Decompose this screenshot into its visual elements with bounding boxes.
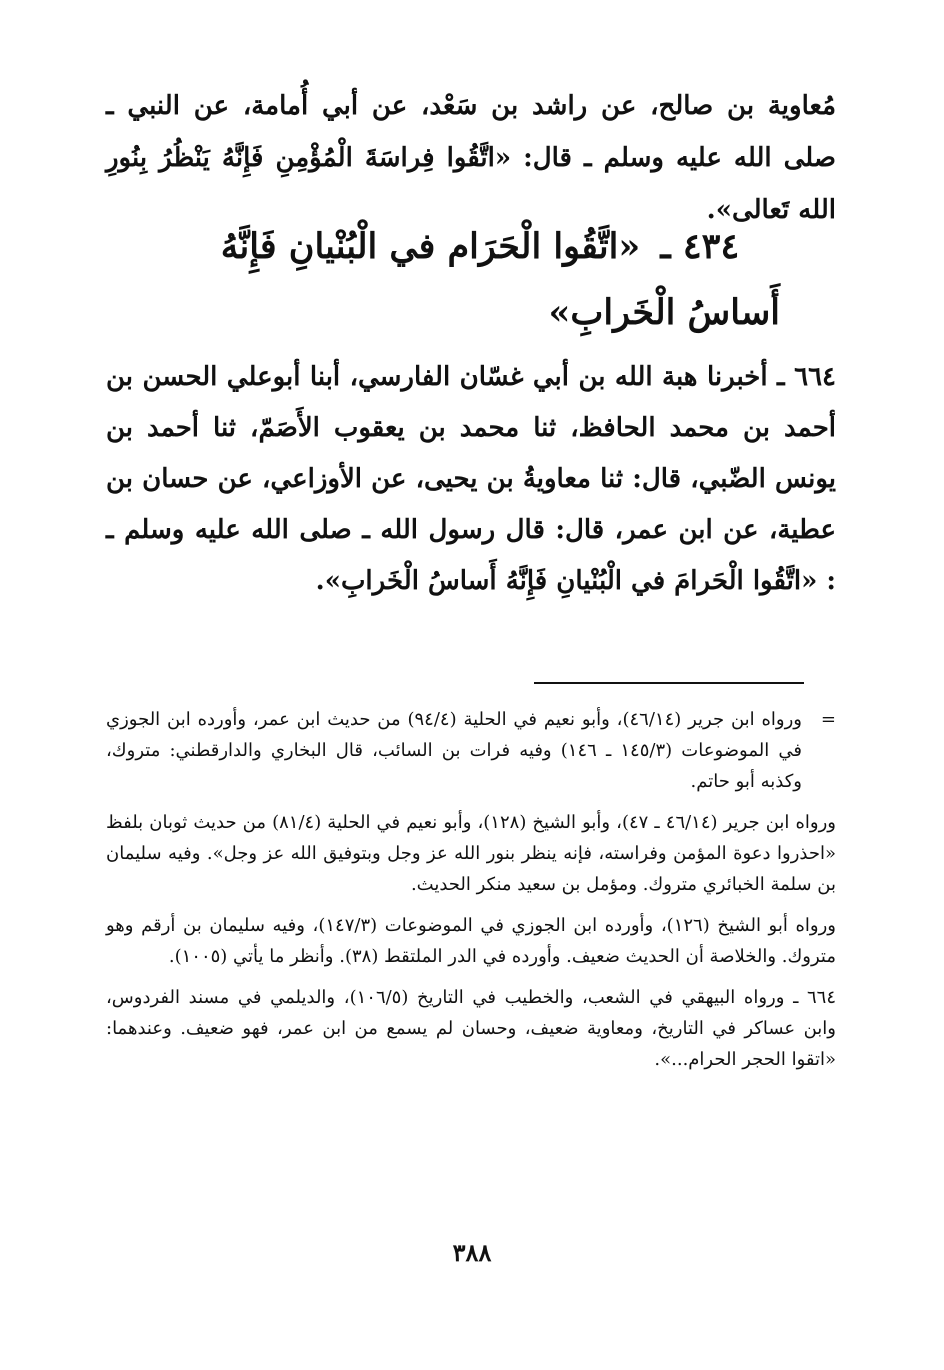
footnote-separator: [534, 682, 804, 684]
narration-text: أخبرنا هبة الله بن أبي غسّان الفارسي، أبنا أبوعلي الحسن بن أحمد بن محمد الحافظ، ثنا محمد بن يعقوب الأَصَمّ، ثنا أحمد بن يونس الضّبي، قال: ثنا معاويةُ بن يحيى، عن الأوزاعي، عن حسان بن عطية، عن ابن عمر، قال: قال رسول الله ـ صلى الله عليه وسلم ـ : «اتَّقُوا الْحَرامَ في الْبُنْيانِ فَإِنَّهُ أَساسُ الْخَرابِ».: [106, 362, 836, 596]
page-number: ٣٨٨: [452, 1238, 492, 1267]
footnote-3: ورواه أبو الشيخ (١٢٦)، وأورده ابن الجوزي في الموضوعات (١٤٧/٣)، وفيه سليمان بن أرقم وهو متروك. والخلاصة أن الحديث ضعيف. وأورده في الدر الملتقط (٣٨). وأنظر ما يأتي (١٠٠٥).: [106, 915, 836, 967]
hadith-heading-text: «اتَّقُوا الْحَرَام في الْبُنْيانِ فَإِنَّهُ أَساسُ الْخَرابِ»: [220, 226, 780, 333]
intro-paragraph: مُعاوية بن صالح، عن راشد بن سَعْد، عن أبي أُمامة، عن النبي ـ صلى الله عليه وسلم ـ قال: «اتَّقُوا فِراسَةَ الْمُؤْمِنِ فَإِنَّهُ يَنْظُرُ بِنُورِ الله تَعالى».: [106, 91, 836, 225]
narration-paragraph: [106, 352, 836, 607]
hadith-heading: [180, 214, 780, 346]
footnote-4: ٦٦٤ ـ ورواه البيهقي في الشعب، والخطيب في التاريخ (١٠٦/٥)، والديلمي في مسند الفردوس، وابن عساكر في التاريخ، ومعاوية ضعيف، وحسان لم يسمع من ابن عمر، فهو ضعيف. وعندهما: «اتقوا الحجر الحرام...».: [106, 987, 837, 1070]
footnote-1: [106, 704, 836, 797]
hadith-heading-number: ٤٣٤ ـ: [660, 226, 740, 267]
narration-number: ٦٦٤ ـ: [777, 362, 837, 392]
footnote-1-text: ورواه ابن جرير (٤٦/١٤)، وأبو نعيم في الحلية (٩٤/٤) من حديث ابن عمر، وأورده ابن الجوزي في الموضوعات (١٤٥/٣ ـ ١٤٦) وفيه فرات بن السائب، قال البخاري والدارقطني: متروك، وكذبه أبو حاتم.: [106, 709, 803, 792]
footnote-2: ورواه ابن جرير (٤٦/١٤ ـ ٤٧)، وأبو الشيخ (١٢٨)، وأبو نعيم في الحلية (٨١/٤) من حديث ثوبان بلفظ «احذروا دعوة المؤمن وفراسته، فإنه ينظر بنور الله عز وجل وبتوفيق الله عز وجل». وفيه سليمان بن سلمة الخبائري متروك. ومؤمل بن سعيد منكر الحديث.: [106, 812, 837, 895]
continuation-mark: =: [820, 709, 836, 730]
footnotes: [106, 704, 836, 1085]
